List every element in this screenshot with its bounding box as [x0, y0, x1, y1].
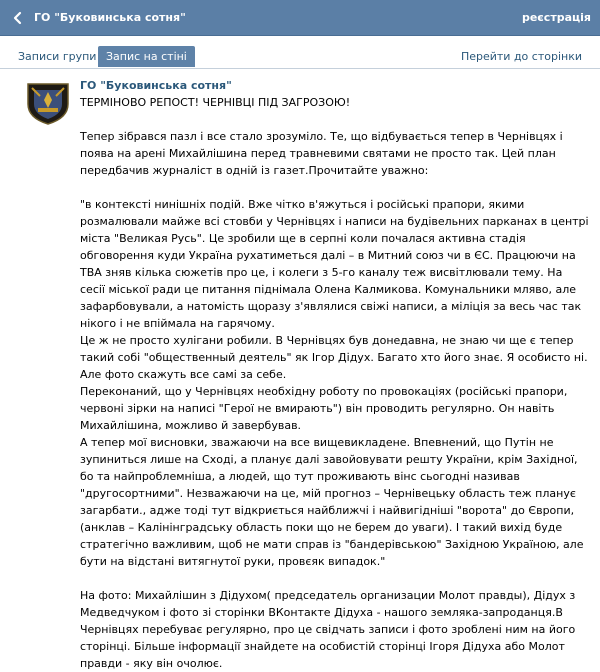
post-paragraph-5: А тепер мої висновки, зважаючи на все вищевикладене. Впевнений, що Путін не зупиниться лише на Сході, а планує далі завойовувати решту України, крім Західної, бо та найпроблемніша, а людей, що тут проживають вінс сьогодні називав "другосортними". Незважаючи на це, мій прогноз – Чернівецьку область теж планує загарбати., адже тоді тут відкриється найближчі і найвигідніші "ворота" до Європи, (анклав – Калінінградську область поки що не берем до уваги). І такий вихід буде стратегічно важливим, щоб не мати справ із "бандерівською" Західною Україною, але бути на відстані витягнутої руки, провєяк випадок.": [80, 436, 584, 568]
tab-wall-post[interactable]: Запис на стіні: [98, 46, 195, 67]
tab-bar: [0, 46, 600, 69]
post-paragraph-1: Тепер зібрався пазл і все стало зрозуміло. Те, що відбувається тепер в Чернівцях і поява на арені Михайлішина перед травневими святами не просто так. Цей план передбачив журналіст в одній із газет.Прочитайте уважно:: [80, 130, 563, 177]
post-paragraph-2: "в контексті нинішніх подій. Вже чітко в'яжуться і російські прапори, якими розмалювали майже всі стовби у Чернівцях і написи на будівельних парканах в центрі міста "Великая Русь". Це зробили ще в серпні коли почалася активна стадія обговорення куди Україна рухатиметься далі – в Митний союз чи в ЄС. Працюючи на ТВА зняв кілька сюжетів про це, і колеги з 5-го каналу теж висвітлювали тему. На сесії міської ради це питання піднімала Олена Калмикова. Комунальники мляво, але зафарбовували, а натомість щоразу з'являлися свіжі написи, а міліція за весь час так нікого і не впіймала на гарячому.: [80, 198, 589, 330]
group-title[interactable]: ГО "Буковинська сотня": [34, 11, 186, 24]
post-author[interactable]: ГО "Буковинська сотня": [80, 79, 232, 92]
post-headline: ТЕРМІНОВО РЕПОСТ! ЧЕРНІВЦІ ПІД ЗАГРОЗОЮ!: [80, 96, 351, 109]
post-paragraph-4: Переконаний, що у Чернівцях необхідну роботу по провокаціях (російські прапори, червоні зірки на написі "Герої не вмирають") він проводить регулярно. Он навіть Михайлішина, можливо й завербував.: [80, 385, 568, 432]
register-link[interactable]: реєстрація: [521, 11, 591, 24]
post-paragraph-6: На фото: Михайлішин з Дідухом( председатель организации Молот правды), Дідух з Медведчуком і фото зі сторінки ВКонтакте Дідуха - нашого земляка-запроданця.В Чернівцях перебуває регулярно, про це свідчать записи і фото зроблені ним на його сторінці. Більше інформації знайдете на особистій сторінці Ігоря Дідуха або Молот правди - яку він очолює.: [80, 589, 576, 670]
back-link[interactable]: [10, 10, 186, 26]
top-bar: [0, 0, 600, 36]
back-arrow-icon[interactable]: [10, 10, 26, 26]
tab-group-posts[interactable]: Записи групи: [18, 50, 97, 63]
post-paragraph-3: Це ж не просто хулігани робили. В Чернівцях був донедавна, не знаю чи ще є тепер такий собі "общественный деятель" як Ігор Дідух. Багато хто його знає. Я особисто ні. Але фото скажуть все самі за себе.: [80, 334, 588, 381]
tab-go-to-page[interactable]: Перейти до сторінки: [460, 50, 582, 63]
post-content: [80, 78, 590, 672]
coat-of-arms-icon: [24, 78, 72, 126]
avatar[interactable]: [24, 78, 72, 126]
